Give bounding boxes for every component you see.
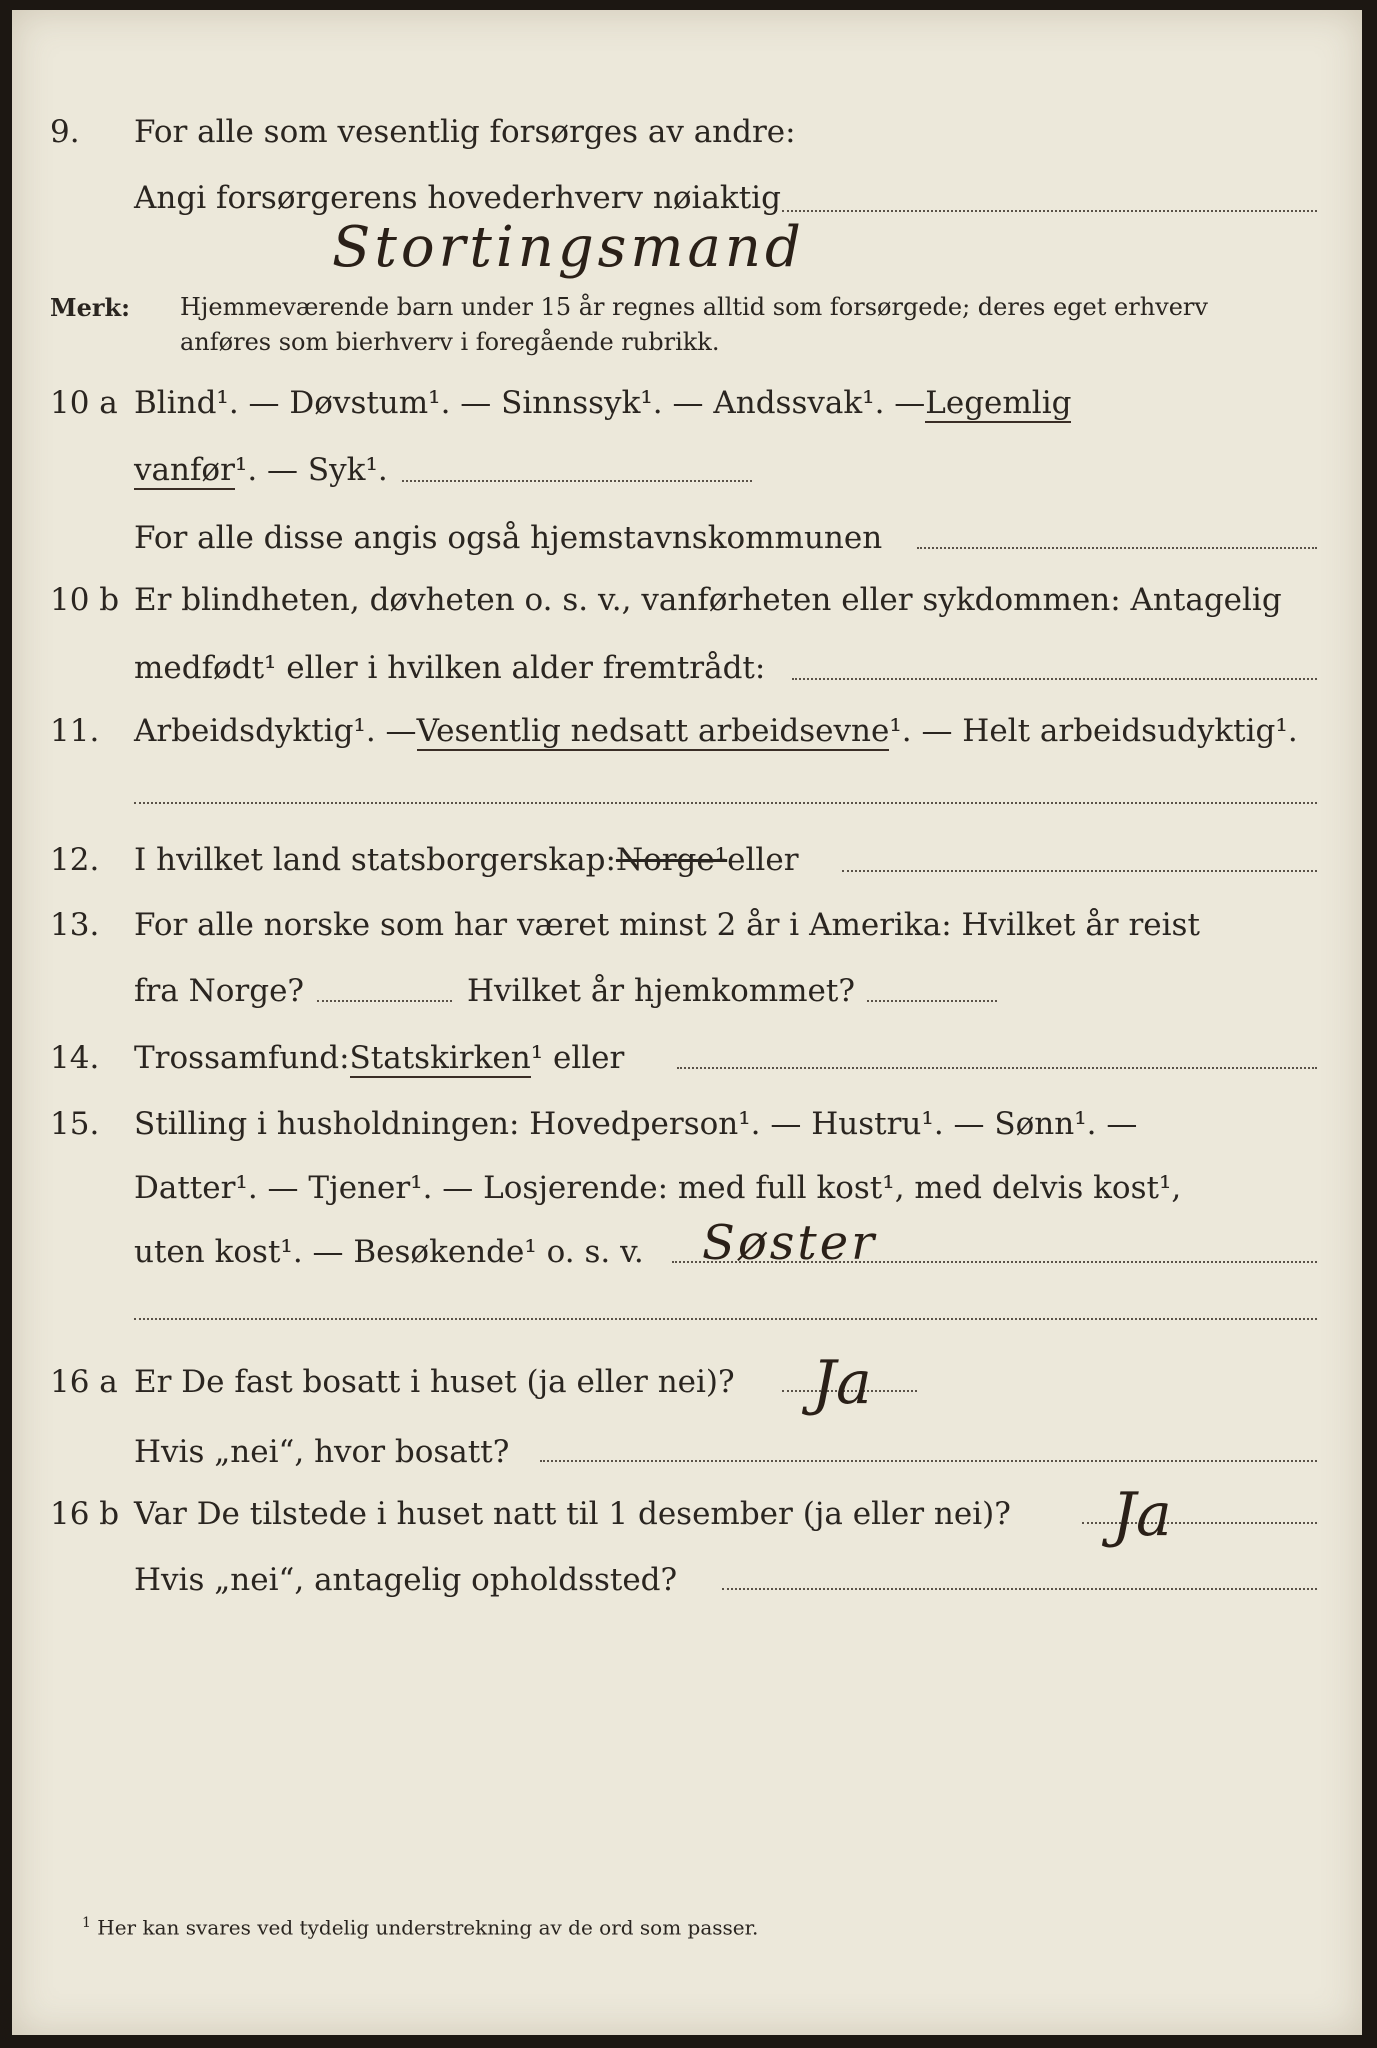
q11-line — [12, 713, 1362, 761]
q16a-handwritten-answer: Ja — [812, 1348, 872, 1418]
q10b-number: 10 b — [50, 582, 120, 618]
q9-line1 — [12, 114, 1362, 162]
footnote — [82, 1915, 758, 1940]
q13-line1 — [12, 907, 1362, 955]
q14-question — [134, 1040, 624, 1078]
q10b-line2 — [12, 650, 1362, 698]
q15-question: Stilling i husholdningen: Hovedperson¹. — Hustru¹. — Sønn¹. — — [134, 1106, 1138, 1142]
q13-hjemkommet-label: Hvilket år hjemkommet? — [467, 973, 855, 1009]
q13-hjemkommet-field[interactable] — [867, 1000, 997, 1002]
q16a-bosatt-field[interactable] — [540, 1460, 1317, 1462]
footnote-text: Her kan svares ved tydelig understrekning av de ord som passer. — [97, 1915, 759, 1940]
q9-number: 9. — [50, 114, 80, 150]
q15-extra-field[interactable] — [134, 1318, 1317, 1320]
footnote-mark: 1 — [82, 1915, 91, 1931]
q10a-options-text: Blind¹. — Døvstum¹. — Sinnssyk¹. — Andssvak¹. — — [134, 385, 926, 421]
q15-question-2: Datter¹. — Tjener¹. — Losjerende: med full kost¹, med delvis kost¹, — [134, 1170, 1182, 1206]
q10a-hjemstavn-field[interactable] — [917, 547, 1317, 549]
q15-line1 — [12, 1106, 1362, 1154]
q11-option-selected: Vesentlig nedsatt arbeidsevne — [416, 713, 890, 749]
q10b-line1 — [12, 582, 1362, 630]
q14-line — [12, 1040, 1362, 1088]
q16a-line2 — [12, 1434, 1362, 1482]
q16b-question-2: Hvis „nei“, antagelig opholdssted? — [134, 1562, 678, 1598]
q12-number: 12. — [50, 842, 100, 878]
q14-statskirken: Statskirken — [349, 1040, 531, 1076]
q10a-options — [134, 385, 1071, 423]
q12-eller: eller — [727, 842, 799, 878]
q14-number: 14. — [50, 1040, 100, 1076]
q12-line — [12, 842, 1362, 890]
q15-question-3: uten kost¹. — Besøkende¹ o. s. v. — [134, 1234, 644, 1270]
q10a-number: 10 a — [50, 385, 118, 421]
q9-question: For alle som vesentlig forsørges av andre: — [134, 114, 796, 150]
q10a-legemlig: Legemlig — [925, 385, 1072, 421]
q14-answer-field[interactable] — [677, 1067, 1317, 1069]
q12-question-text: I hvilket land statsborgerskap: — [134, 842, 616, 878]
q14-label: Trossamfund: — [134, 1040, 350, 1076]
q10a-options-2 — [134, 452, 388, 490]
q11-options — [134, 713, 1298, 751]
q13-question: For alle norske som har været minst 2 år i Amerika: Hvilket år reist — [134, 907, 1200, 943]
q12-answer-field[interactable] — [842, 870, 1317, 872]
q9-answer-field[interactable] — [782, 210, 1317, 212]
q10a-vanfor: vanfør — [134, 452, 235, 488]
q15-number: 15. — [50, 1106, 100, 1142]
q13-number: 13. — [50, 907, 100, 943]
q10b-question: Er blindheten, døvheten o. s. v., vanførheten eller sykdommen: Antagelig — [134, 582, 1282, 618]
q13-reist-label: fra Norge? — [134, 973, 305, 1009]
q14-eller: ¹ eller — [530, 1040, 625, 1076]
q15-handwritten-answer: Søster — [702, 1215, 878, 1271]
q16b-handwritten-answer: Ja — [1112, 1480, 1172, 1550]
q15-line3 — [12, 1234, 1362, 1282]
q16b-line2 — [12, 1562, 1362, 1610]
q16a-question: Er De fast bosatt i huset (ja eller nei)? — [134, 1364, 735, 1400]
q16a-question-2: Hvis „nei“, hvor bosatt? — [134, 1434, 510, 1470]
q15-line2 — [12, 1170, 1362, 1218]
q12-norge-struck: Norge¹ — [615, 842, 728, 878]
q9-question-2: Angi forsørgerens hovederhverv nøiaktig — [134, 180, 781, 216]
merk-text: Hjemmeværende barn under 15 år regnes alltid som forsørgede; deres eget erhverv — [180, 293, 1208, 321]
merk-text-2: anføres som bierhverv i foregående rubrikk. — [180, 328, 720, 356]
q10a-syk-field[interactable] — [402, 480, 752, 482]
q16b-opholdssted-field[interactable] — [722, 1588, 1317, 1590]
q16a-number: 16 a — [50, 1364, 118, 1400]
q10a-line2 — [12, 452, 1362, 500]
q16b-question: Var De tilstede i huset natt til 1 desember (ja eller nei)? — [134, 1496, 1011, 1532]
merk-line2 — [12, 328, 1362, 376]
q10a-line1 — [12, 385, 1362, 433]
q10a-hjemstavn: For alle disse angis også hjemstavnskommunen — [134, 520, 883, 556]
q9-handwritten-answer: Stortingsmand — [332, 215, 805, 280]
q16b-number: 16 b — [50, 1496, 120, 1532]
q11-answer-field[interactable] — [134, 802, 1317, 804]
q16a-line1 — [12, 1364, 1362, 1412]
q13-line2 — [12, 973, 1362, 1021]
q11-option-1: Arbeidsdyktig¹. — — [134, 713, 417, 749]
q10b-answer-field[interactable] — [792, 678, 1317, 680]
q13-reist-field[interactable] — [317, 1000, 452, 1002]
q10b-question-2: medfødt¹ eller i hvilken alder fremtrådt: — [134, 650, 766, 686]
census-form-page — [12, 10, 1362, 2035]
q11-option-3: ¹. — Helt arbeidsudyktig¹. — [889, 713, 1298, 749]
q12-question — [134, 842, 799, 878]
q11-number: 11. — [50, 713, 100, 749]
q10a-syk: ¹. — Syk¹. — [234, 452, 388, 488]
merk-label: Merk: — [50, 293, 130, 322]
q10a-line3 — [12, 520, 1362, 568]
